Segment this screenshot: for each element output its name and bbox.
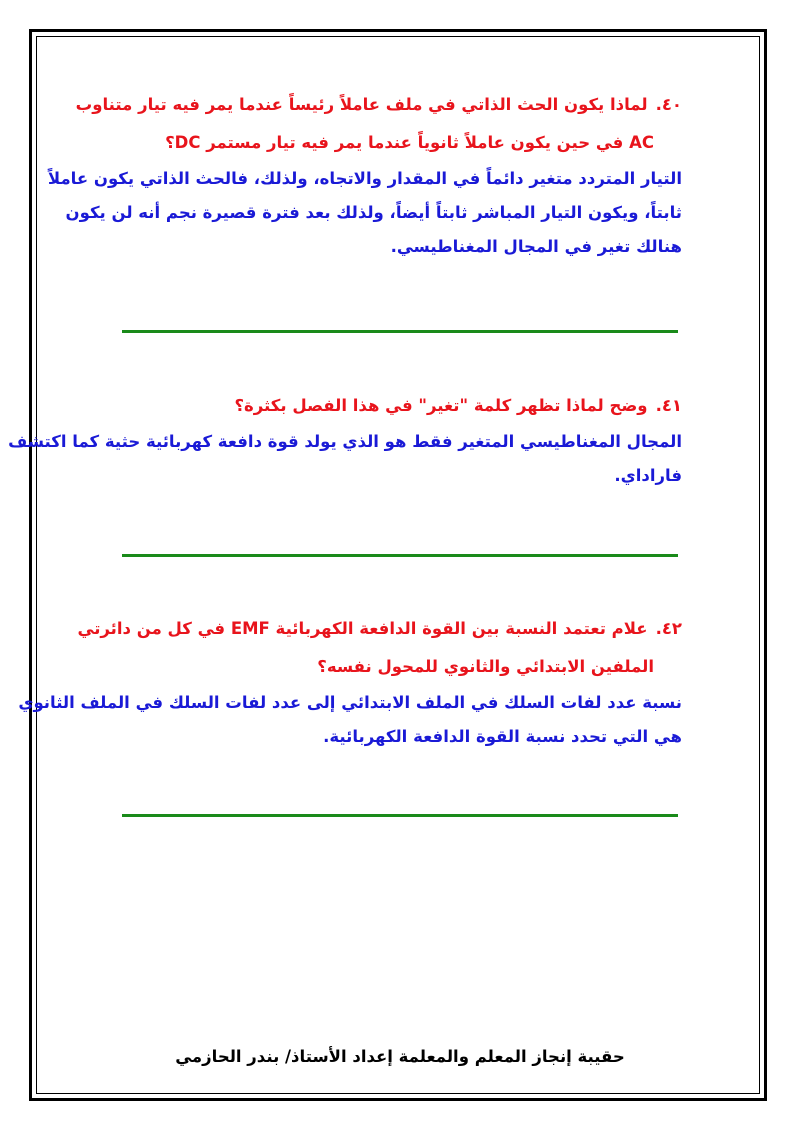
question-42-text <box>77 610 682 686</box>
question-40-text <box>75 86 682 162</box>
answer-line: التيار المتردد متغير دائماً في المقدار والاتجاه، ولذلك، فالحث الذاتي يكون عاملاً <box>47 169 682 188</box>
section-divider <box>122 330 678 333</box>
question-40-line-1: لماذا يكون الحث الذاتي في ملف عاملاً رئيساً عندما يمر فيه تيار متناوب <box>75 95 648 114</box>
answer-line: هنالك تغير في المجال المغناطيسي. <box>390 237 682 256</box>
question-41-text <box>122 387 682 425</box>
question-40 <box>47 86 682 264</box>
section-divider <box>122 554 678 557</box>
question-42-line-1: علام تعتمد النسبة بين القوة الدافعة الكهربائية EMF في كل من دائرتي <box>77 619 648 638</box>
answer-line: فاراداي. <box>614 466 682 485</box>
answer-line: نسبة عدد لفات السلك في الملف الابتدائي إلى عدد لفات السلك في الملف الثانوي <box>18 693 682 712</box>
answer-42 <box>18 686 682 754</box>
section-divider <box>122 814 678 817</box>
question-42-line-2: الملفين الابتدائي والثانوي للمحول نفسه؟ <box>317 657 654 676</box>
question-number: ٤٢. <box>655 619 682 638</box>
answer-line: المجال المغناطيسي المتغير فقط هو الذي يولد قوة دافعة كهربائية حثية كما اكتشف <box>8 432 682 451</box>
answer-line: هي التي تحدد نسبة القوة الدافعة الكهربائية. <box>323 727 682 746</box>
question-number: ٤١. <box>655 396 682 415</box>
answer-40 <box>47 162 682 264</box>
question-42 <box>18 610 682 754</box>
question-40-line-2: AC في حين يكون عاملاً ثانوياً عندما يمر فيه تيار مستمر DC؟ <box>165 133 654 152</box>
answer-line: ثابتاً، ويكون التيار المباشر ثابتاً أيضاً، ولذلك بعد فترة قصيرة نجم أنه لن يكون <box>65 203 682 222</box>
question-number: ٤٠. <box>655 95 682 114</box>
question-41-line-1: وضح لماذا تظهر كلمة "تغير" في هذا الفصل بكثرة؟ <box>234 396 648 415</box>
question-41 <box>8 387 682 493</box>
page-footer: حقيبة إنجاز المعلم والمعلمة إعداد الأستاذ/ بندر الحازمي <box>175 1047 625 1066</box>
answer-41 <box>8 425 682 493</box>
